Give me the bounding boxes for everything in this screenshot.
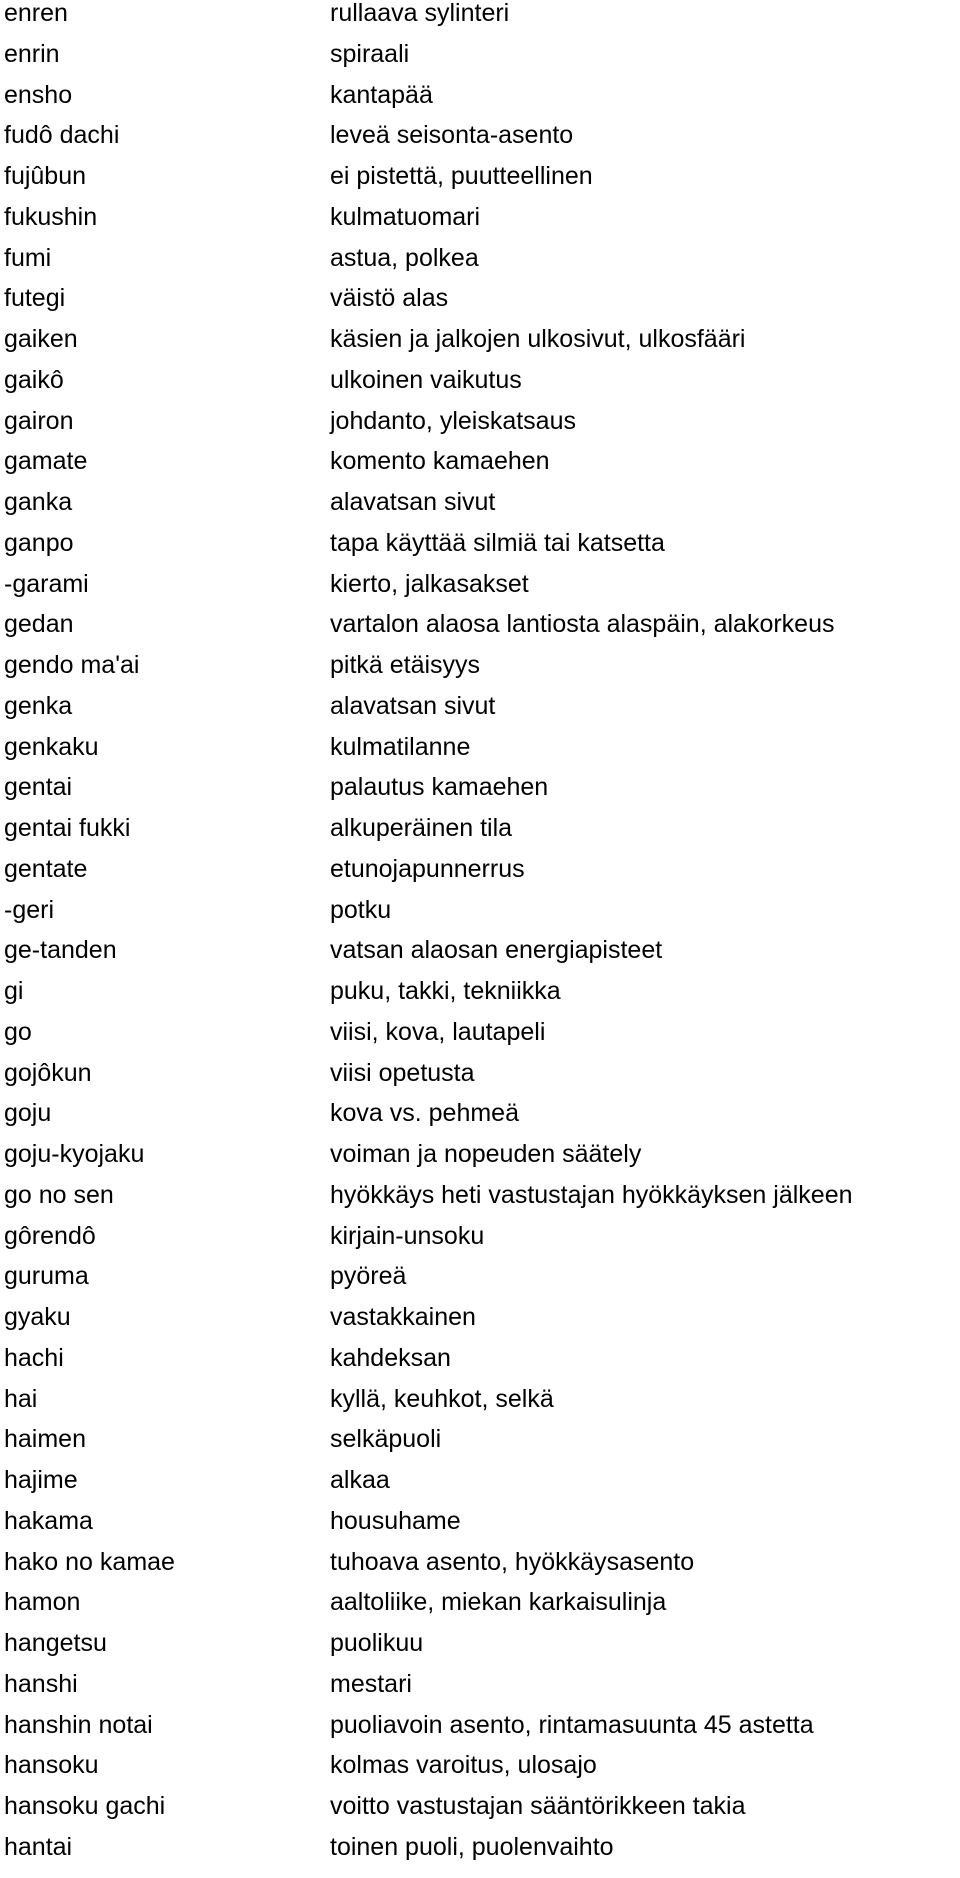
glossary-term: ensho	[4, 80, 73, 109]
glossary-row	[0, 1100, 960, 1141]
glossary-definition: vartalon alaosa lantiosta alaspäin, alakorkeus	[330, 610, 835, 639]
glossary-definition: voitto vastustajan sääntörikkeen takia	[330, 1792, 746, 1820]
glossary-term: ge-tanden	[4, 936, 117, 965]
glossary-row	[0, 937, 960, 978]
glossary-row	[0, 1060, 960, 1101]
glossary-definition: puoliavoin asento, rintamasuunta 45 astetta	[330, 1710, 814, 1739]
glossary-row	[0, 408, 960, 449]
glossary-term: hangetsu	[4, 1629, 107, 1657]
glossary-definition: alkaa	[330, 1466, 390, 1494]
glossary-row	[0, 1508, 960, 1549]
glossary-definition: vastakkainen	[330, 1303, 476, 1331]
glossary-term: guruma	[4, 1262, 89, 1291]
glossary-definition: mestari	[330, 1669, 412, 1698]
glossary-term: gendo ma'ai	[4, 651, 140, 679]
glossary-row	[0, 693, 960, 734]
glossary-definition: viisi opetusta	[330, 1058, 475, 1087]
glossary-term: hajime	[4, 1466, 78, 1494]
glossary-row	[0, 978, 960, 1019]
glossary-row	[0, 856, 960, 897]
glossary-row	[0, 1834, 960, 1875]
glossary-row	[0, 0, 960, 41]
glossary-row	[0, 774, 960, 815]
glossary-row	[0, 1426, 960, 1467]
glossary-row	[0, 1589, 960, 1630]
glossary-term: gairon	[4, 406, 74, 435]
glossary-row	[0, 448, 960, 489]
glossary-term: gedan	[4, 610, 74, 639]
glossary-term: genkaku	[4, 732, 99, 761]
glossary-row	[0, 1549, 960, 1590]
glossary-definition: hyökkäys heti vastustajan hyökkäyksen jälkeen	[330, 1180, 853, 1209]
glossary-definition: kantapää	[330, 80, 433, 109]
glossary-row	[0, 1712, 960, 1753]
glossary-definition: kahdeksan	[330, 1343, 451, 1372]
glossary-term: hachi	[4, 1343, 64, 1372]
glossary-definition: tuhoava asento, hyökkäysasento	[330, 1547, 695, 1576]
glossary-term: gaikô	[4, 365, 64, 394]
glossary-row	[0, 1223, 960, 1264]
glossary-definition: alavatsan sivut	[330, 691, 496, 720]
glossary-term: enrin	[4, 39, 60, 68]
glossary-row	[0, 1630, 960, 1671]
glossary-row	[0, 1671, 960, 1712]
glossary-term: goju-kyojaku	[4, 1140, 145, 1168]
glossary-definition: kyllä, keuhkot, selkä	[330, 1384, 554, 1413]
glossary-term: gôrendô	[4, 1221, 96, 1250]
glossary-term: gi	[4, 977, 24, 1005]
glossary-definition: voiman ja nopeuden säätely	[330, 1140, 642, 1168]
glossary-term: hai	[4, 1384, 38, 1413]
glossary-definition: alavatsan sivut	[330, 488, 496, 516]
glossary-definition: viisi, kova, lautapeli	[330, 1017, 546, 1046]
glossary-term: fumi	[4, 243, 52, 272]
glossary-definition: rullaava sylinteri	[330, 0, 510, 27]
glossary-row	[0, 489, 960, 530]
glossary-row	[0, 204, 960, 245]
glossary-term: gaiken	[4, 325, 78, 353]
glossary-definition: alkuperäinen tila	[330, 814, 513, 842]
glossary-row	[0, 1141, 960, 1182]
glossary-term: fukushin	[4, 202, 98, 231]
glossary-term: enren	[4, 0, 68, 27]
glossary-definition: johdanto, yleiskatsaus	[330, 406, 576, 435]
glossary-term: hansoku gachi	[4, 1792, 166, 1820]
glossary-definition: astua, polkea	[330, 243, 479, 272]
glossary-term: futegi	[4, 284, 66, 313]
glossary-term: goju	[4, 1099, 52, 1128]
glossary-definition: kirjain-unsoku	[330, 1221, 485, 1250]
glossary-term: hamon	[4, 1588, 81, 1617]
glossary-definition: pyöreä	[330, 1262, 407, 1291]
glossary-row	[0, 734, 960, 775]
glossary-row	[0, 897, 960, 938]
glossary-definition: pitkä etäisyys	[330, 651, 481, 679]
glossary-definition: väistö alas	[330, 284, 449, 313]
glossary-row	[0, 163, 960, 204]
glossary-definition: etunojapunnerrus	[330, 854, 525, 883]
glossary-term: hakama	[4, 1506, 93, 1535]
glossary-row	[0, 285, 960, 326]
glossary-row	[0, 1182, 960, 1223]
glossary-definition: ulkoinen vaikutus	[330, 365, 522, 394]
glossary-term: go no sen	[4, 1180, 114, 1209]
glossary-definition: potku	[330, 895, 392, 924]
glossary-definition: käsien ja jalkojen ulkosivut, ulkosfääri	[330, 325, 746, 353]
glossary-term: go	[4, 1017, 32, 1046]
glossary-term: gojôkun	[4, 1058, 92, 1087]
glossary-row	[0, 245, 960, 286]
glossary-definition: kova vs. pehmeä	[330, 1099, 519, 1128]
glossary-row	[0, 815, 960, 856]
glossary-definition: puolikuu	[330, 1629, 424, 1657]
glossary-term: ganpo	[4, 528, 74, 557]
glossary-row	[0, 652, 960, 693]
glossary-definition: spiraali	[330, 39, 410, 68]
glossary-definition: kierto, jalkasakset	[330, 569, 529, 598]
glossary-definition: aaltoliike, miekan karkaisulinja	[330, 1588, 667, 1617]
glossary-term: hantai	[4, 1832, 73, 1861]
glossary-definition: ei pistettä, puutteellinen	[330, 162, 593, 190]
glossary-row	[0, 1345, 960, 1386]
glossary-row	[0, 611, 960, 652]
glossary-term: ganka	[4, 488, 73, 516]
glossary-term: gentai	[4, 773, 73, 802]
glossary-definition: palautus kamaehen	[330, 773, 549, 802]
glossary-row	[0, 1263, 960, 1304]
glossary-definition: toinen puoli, puolenvaihto	[330, 1832, 614, 1861]
glossary-row	[0, 530, 960, 571]
glossary-row	[0, 82, 960, 123]
glossary-term: gamate	[4, 447, 88, 476]
glossary-term: hansoku	[4, 1751, 99, 1780]
glossary-term: fudô dachi	[4, 121, 120, 150]
glossary-definition: selkäpuoli	[330, 1425, 442, 1454]
glossary-term: hanshi	[4, 1669, 78, 1698]
glossary-row	[0, 1304, 960, 1345]
glossary-row	[0, 1752, 960, 1793]
glossary-definition: tapa käyttää silmiä tai katsetta	[330, 528, 665, 557]
glossary-definition: housuhame	[330, 1506, 461, 1535]
glossary-row	[0, 367, 960, 408]
glossary-term: -geri	[4, 895, 55, 924]
glossary-row	[0, 571, 960, 612]
glossary-definition: komento kamaehen	[330, 447, 550, 476]
glossary-term: fujûbun	[4, 162, 87, 190]
glossary-term: gentate	[4, 854, 88, 883]
glossary-definition: puku, takki, tekniikka	[330, 977, 561, 1005]
glossary-term: hako no kamae	[4, 1547, 175, 1576]
glossary-term: genka	[4, 691, 73, 720]
glossary-term: gyaku	[4, 1303, 71, 1331]
glossary-row	[0, 1019, 960, 1060]
glossary-term: -garami	[4, 569, 89, 598]
glossary-row	[0, 1467, 960, 1508]
glossary-row	[0, 326, 960, 367]
glossary-row	[0, 1793, 960, 1834]
glossary-definition: kulmatuomari	[330, 202, 481, 231]
glossary-definition: leveä seisonta-asento	[330, 121, 574, 150]
glossary-term: haimen	[4, 1425, 86, 1454]
glossary-definition: vatsan alaosan energiapisteet	[330, 936, 663, 965]
glossary-definition: kulmatilanne	[330, 732, 471, 761]
glossary-term: gentai fukki	[4, 814, 131, 842]
glossary-term: hanshin notai	[4, 1710, 153, 1739]
glossary-row	[0, 1386, 960, 1427]
glossary-row	[0, 41, 960, 82]
glossary-row	[0, 122, 960, 163]
glossary-definition: kolmas varoitus, ulosajo	[330, 1751, 597, 1780]
